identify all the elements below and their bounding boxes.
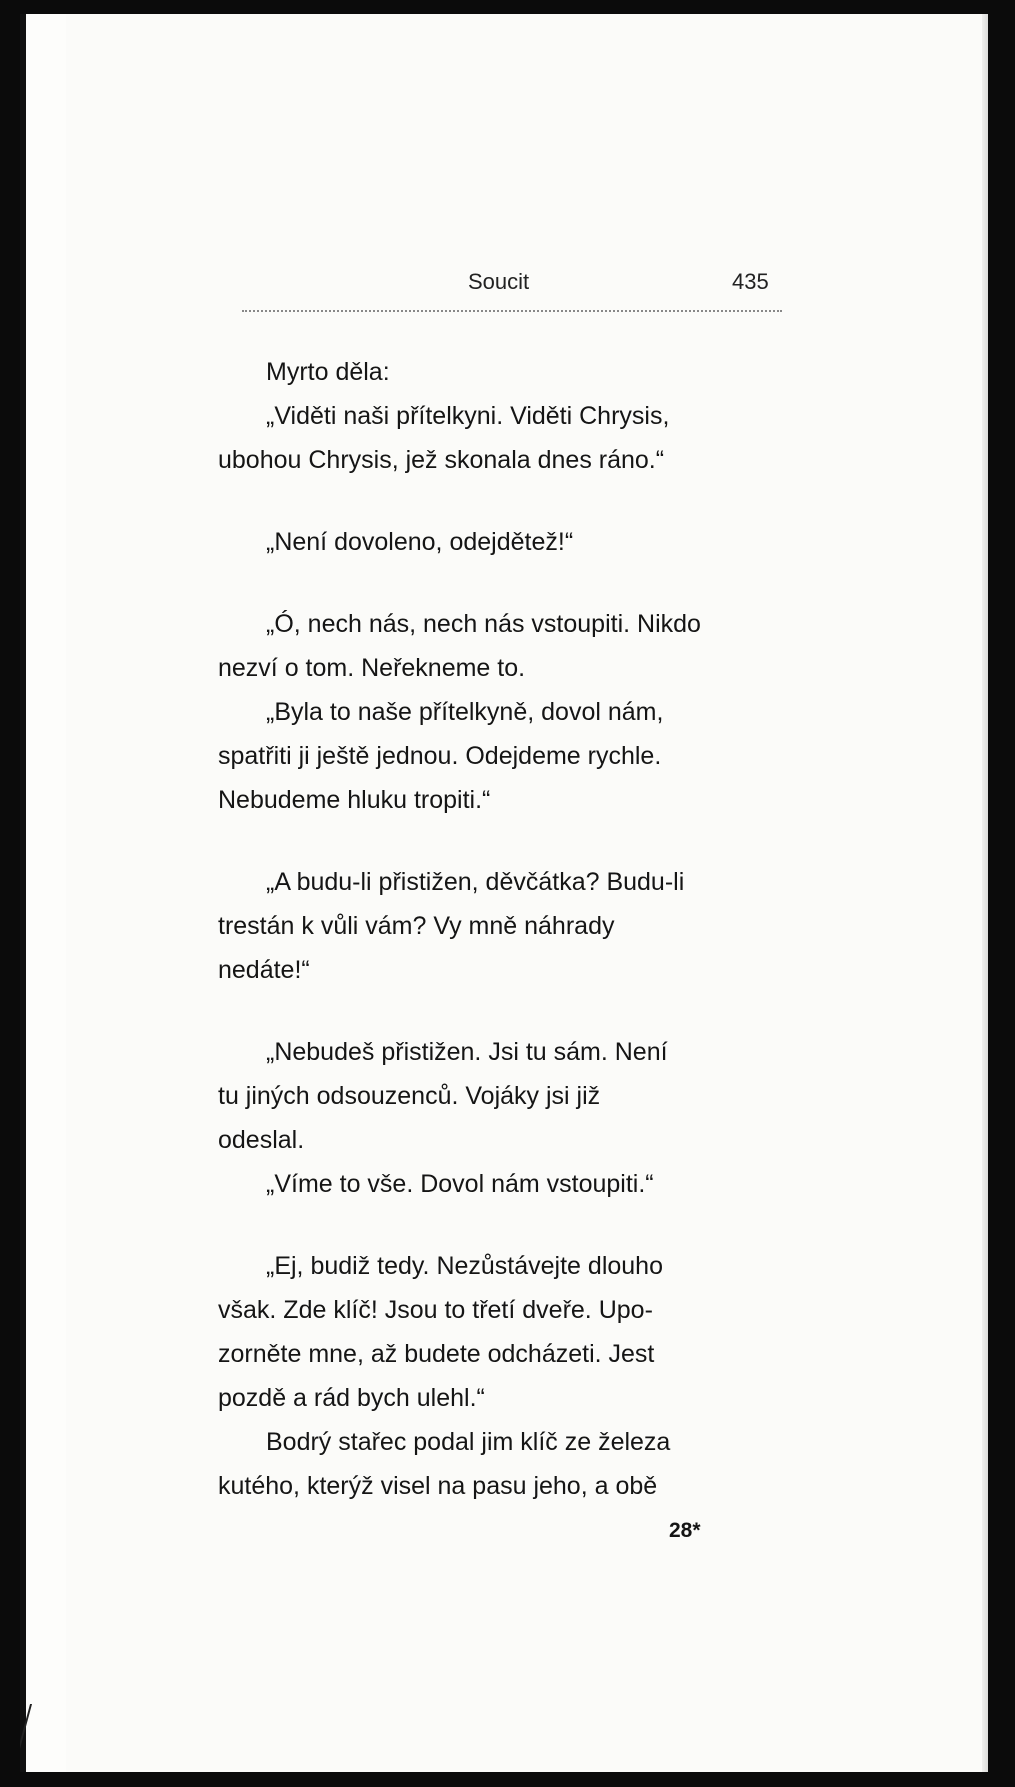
text-line: zorněte mne, až budete odcházeti. Jest bbox=[218, 1340, 655, 1368]
text-line: nezví o tom. Neřekneme to. bbox=[218, 654, 526, 682]
text-line: spatřiti ji ještě jednou. Odejdeme rychle. bbox=[218, 742, 662, 770]
body-text bbox=[218, 350, 784, 1508]
text-line: „Není dovoleno, odejdětež!“ bbox=[266, 528, 574, 556]
text-line: „Nebudeš přistižen. Jsi tu sám. Není bbox=[266, 1038, 668, 1066]
text-line: „Ó, nech nás, nech nás vstoupiti. Nikdo bbox=[266, 610, 701, 638]
page-number: 435 bbox=[732, 269, 769, 294]
text-line: „Víme to vše. Dovol nám vstoupiti.“ bbox=[266, 1170, 654, 1198]
text-line: tu jiných odsouzenců. Vojáky jsi již bbox=[218, 1082, 601, 1110]
text-line: „Ej, budiž tedy. Nezůstávejte dlouho bbox=[266, 1252, 663, 1280]
text-line: Bodrý stařec podal jim klíč ze železa bbox=[266, 1428, 671, 1456]
text-line: Nebudeme hluku tropiti.“ bbox=[218, 786, 491, 814]
text-line: pozdě a rád bych ulehl.“ bbox=[218, 1384, 485, 1412]
text-line: Myrto děla: bbox=[266, 358, 390, 386]
running-title: Soucit bbox=[468, 269, 530, 294]
text-line: „Byla to naše přítelkyně, dovol nám, bbox=[266, 698, 664, 726]
text-line: „Viděti naši přítelkyni. Viděti Chrysis, bbox=[266, 402, 670, 430]
text-line: ubohou Chrysis, jež skonala dnes ráno.“ bbox=[218, 446, 665, 474]
text-line: nedáte!“ bbox=[218, 956, 310, 984]
text-line: trestán k vůli vám? Vy mně náhrady bbox=[218, 912, 615, 940]
text-line: odeslal. bbox=[218, 1126, 305, 1154]
header-rule bbox=[242, 310, 782, 312]
signature-mark: 28* bbox=[669, 1519, 701, 1542]
book-page bbox=[20, 14, 988, 1772]
text-line: však. Zde klíč! Jsou to třetí dveře. Upo- bbox=[218, 1296, 653, 1324]
text-line: „A budu-li přistižen, děvčátka? Budu-li bbox=[266, 868, 685, 896]
text-line: kutého, kterýž visel na pasu jeho, a obě bbox=[218, 1472, 658, 1500]
running-header bbox=[20, 269, 988, 299]
